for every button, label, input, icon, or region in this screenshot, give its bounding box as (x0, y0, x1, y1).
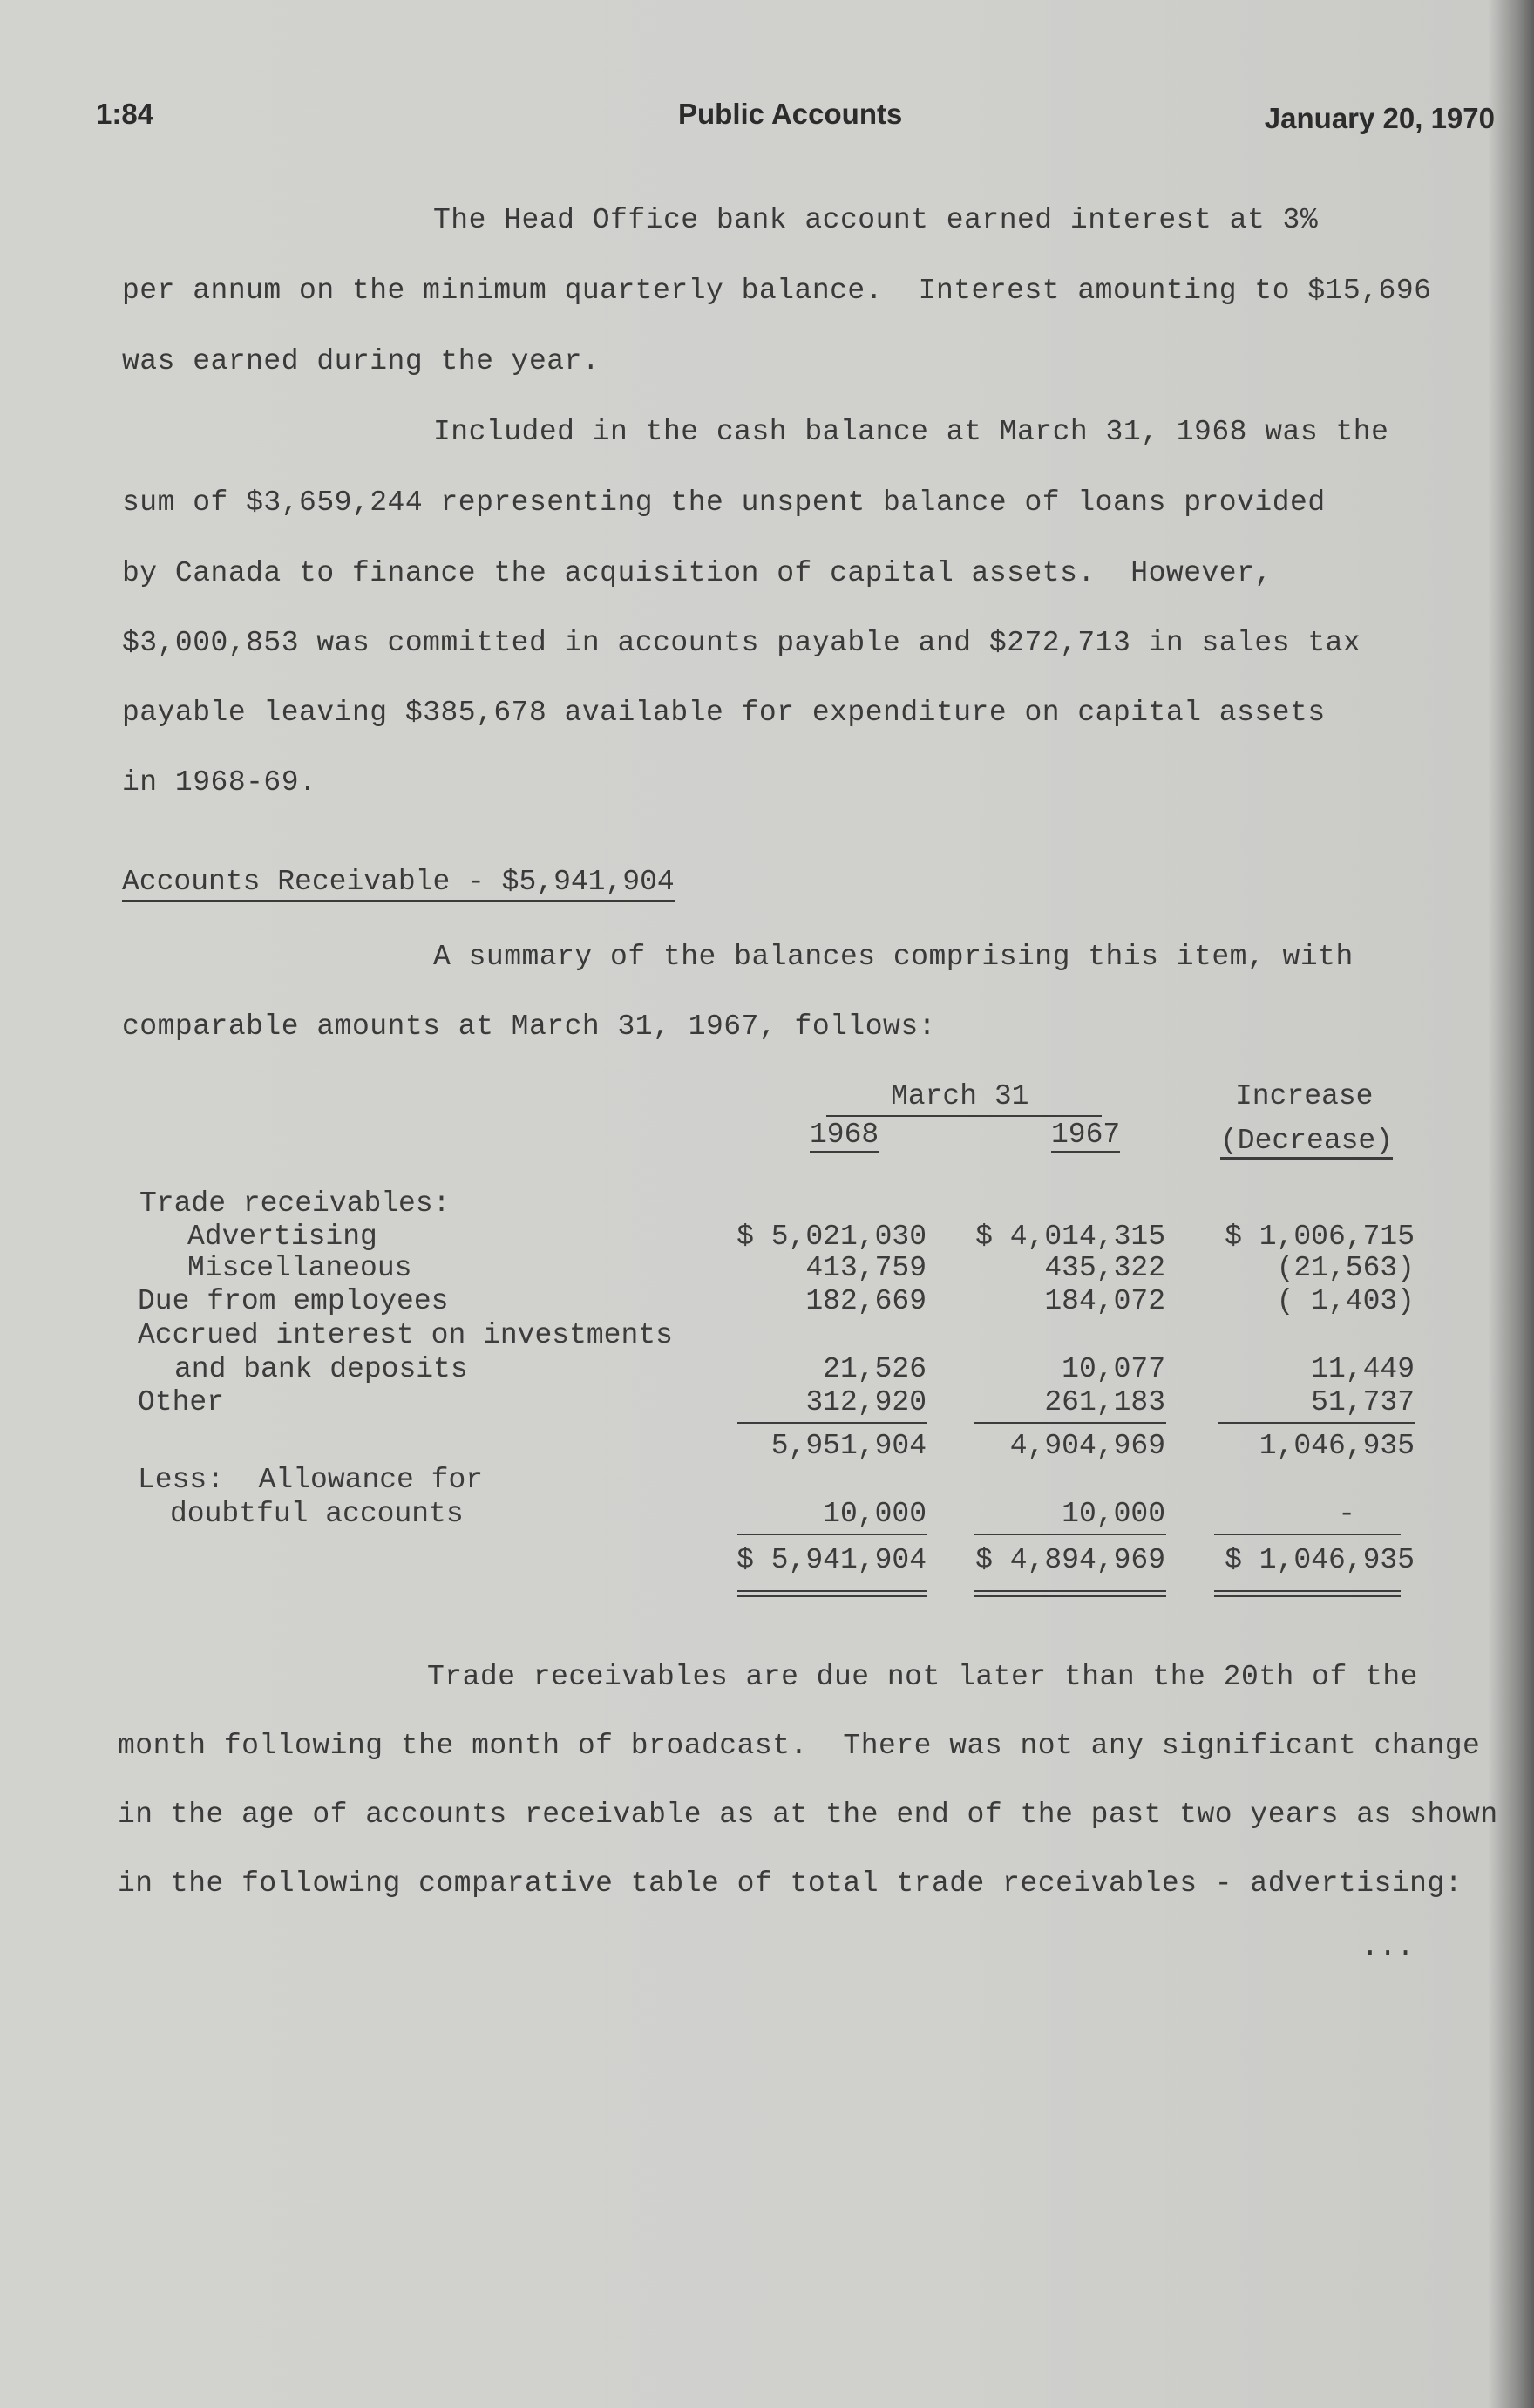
table-cell: 182,669 (805, 1285, 927, 1317)
table-cell: 51,737 (1311, 1386, 1415, 1418)
table-row-label: and bank deposits (174, 1353, 468, 1385)
page-date: January 20, 1970 (1264, 102, 1495, 134)
table-header-group: March 31 (891, 1080, 1029, 1112)
table-cell: 312,920 (805, 1386, 927, 1418)
subtotal-rule (1218, 1422, 1415, 1424)
paragraph-line: A summary of the balances comprising this item, with (433, 941, 1354, 973)
paragraph-line: sum of $3,659,244 representing the unspent balance of loans provided (122, 486, 1326, 519)
paragraph-line: comparable amounts at March 31, 1967, follows: (122, 1010, 936, 1043)
paragraph-line: payable leaving $385,678 available for expenditure on capital assets (122, 697, 1326, 729)
table-cell: - (1338, 1498, 1355, 1530)
table-cell: 10,077 (1062, 1353, 1165, 1385)
paragraph-line: in the age of accounts receivable as at the end of the past two years as shown (118, 1799, 1498, 1831)
section-heading: Accounts Receivable - $5,941,904 (122, 866, 675, 902)
table-row-label: Other (138, 1386, 225, 1418)
double-rule (1214, 1590, 1401, 1597)
table-row-label: Less: Allowance for (138, 1464, 484, 1496)
table-cell: (21,563) (1276, 1252, 1415, 1284)
table-row-label: Accrued interest on investments (138, 1319, 673, 1351)
table-column-header: 1967 (1051, 1119, 1120, 1153)
table-cell: $ 1,006,715 (1225, 1221, 1415, 1253)
double-rule (737, 1590, 927, 1597)
paragraph-line: was earned during the year. (122, 345, 601, 378)
table-row-label: Trade receivables: (139, 1187, 451, 1220)
paragraph-line: Included in the cash balance at March 31, 1968 was the (433, 416, 1389, 448)
paragraph-line: by Canada to finance the acquisition of capital assets. However, (122, 557, 1273, 589)
table-cell: $ 4,014,315 (975, 1221, 1165, 1253)
paragraph-line: month following the month of broadcast. There was not any significant change (118, 1730, 1481, 1762)
table-cell: 21,526 (823, 1353, 927, 1385)
paragraph-line: in 1968-69. (122, 766, 317, 799)
page-header (96, 98, 1495, 146)
table-cell: 5,951,904 (770, 1430, 927, 1462)
paragraph-line: $3,000,853 was committed in accounts payable and $272,713 in sales tax (122, 627, 1361, 659)
table-row-label: Advertising (187, 1221, 377, 1253)
table-cell: 4,904,969 (1009, 1430, 1165, 1462)
table-column-header: 1968 (810, 1119, 879, 1153)
table-cell: 11,449 (1311, 1353, 1415, 1385)
continuation-marker: ... (1361, 1931, 1415, 1963)
table-column-header: Increase (1235, 1080, 1374, 1112)
subtotal-rule (974, 1422, 1166, 1424)
paragraph-line: Trade receivables are due not later than the 20th of the (427, 1661, 1418, 1693)
table-cell: 413,759 (805, 1252, 927, 1284)
header-group-rule (826, 1115, 1102, 1117)
table-row-label: doubtful accounts (170, 1498, 464, 1530)
page-number: 1:84 (96, 98, 154, 130)
paragraph-line: in the following comparative table of total trade receivables - advertising: (118, 1867, 1463, 1900)
table-cell: 261,183 (1044, 1386, 1165, 1418)
table-cell: 10,000 (1062, 1498, 1165, 1530)
table-cell: 184,072 (1044, 1285, 1165, 1317)
total-rule (974, 1534, 1166, 1535)
table-cell: $ 4,894,969 (975, 1544, 1165, 1576)
table-cell: 435,322 (1044, 1252, 1165, 1284)
total-rule (737, 1534, 927, 1535)
table-cell: $ 1,046,935 (1225, 1544, 1415, 1576)
table-cell: $ 5,941,904 (736, 1544, 927, 1576)
table-row-label: Due from employees (138, 1285, 449, 1317)
page-title: Public Accounts (678, 98, 903, 130)
table-cell: 1,046,935 (1259, 1430, 1415, 1462)
paragraph-line: The Head Office bank account earned interest at 3% (433, 204, 1319, 236)
paragraph-line: per annum on the minimum quarterly balance. Interest amounting to $15,696 (122, 275, 1432, 307)
table-column-header: (Decrease) (1220, 1125, 1393, 1160)
table-row-label: Miscellaneous (187, 1252, 412, 1284)
table-cell: 10,000 (823, 1498, 927, 1530)
subtotal-rule (737, 1422, 927, 1424)
table-cell: $ 5,021,030 (736, 1221, 927, 1253)
table-cell: ( 1,403) (1276, 1285, 1415, 1317)
total-rule (1214, 1534, 1401, 1535)
double-rule (974, 1590, 1166, 1597)
